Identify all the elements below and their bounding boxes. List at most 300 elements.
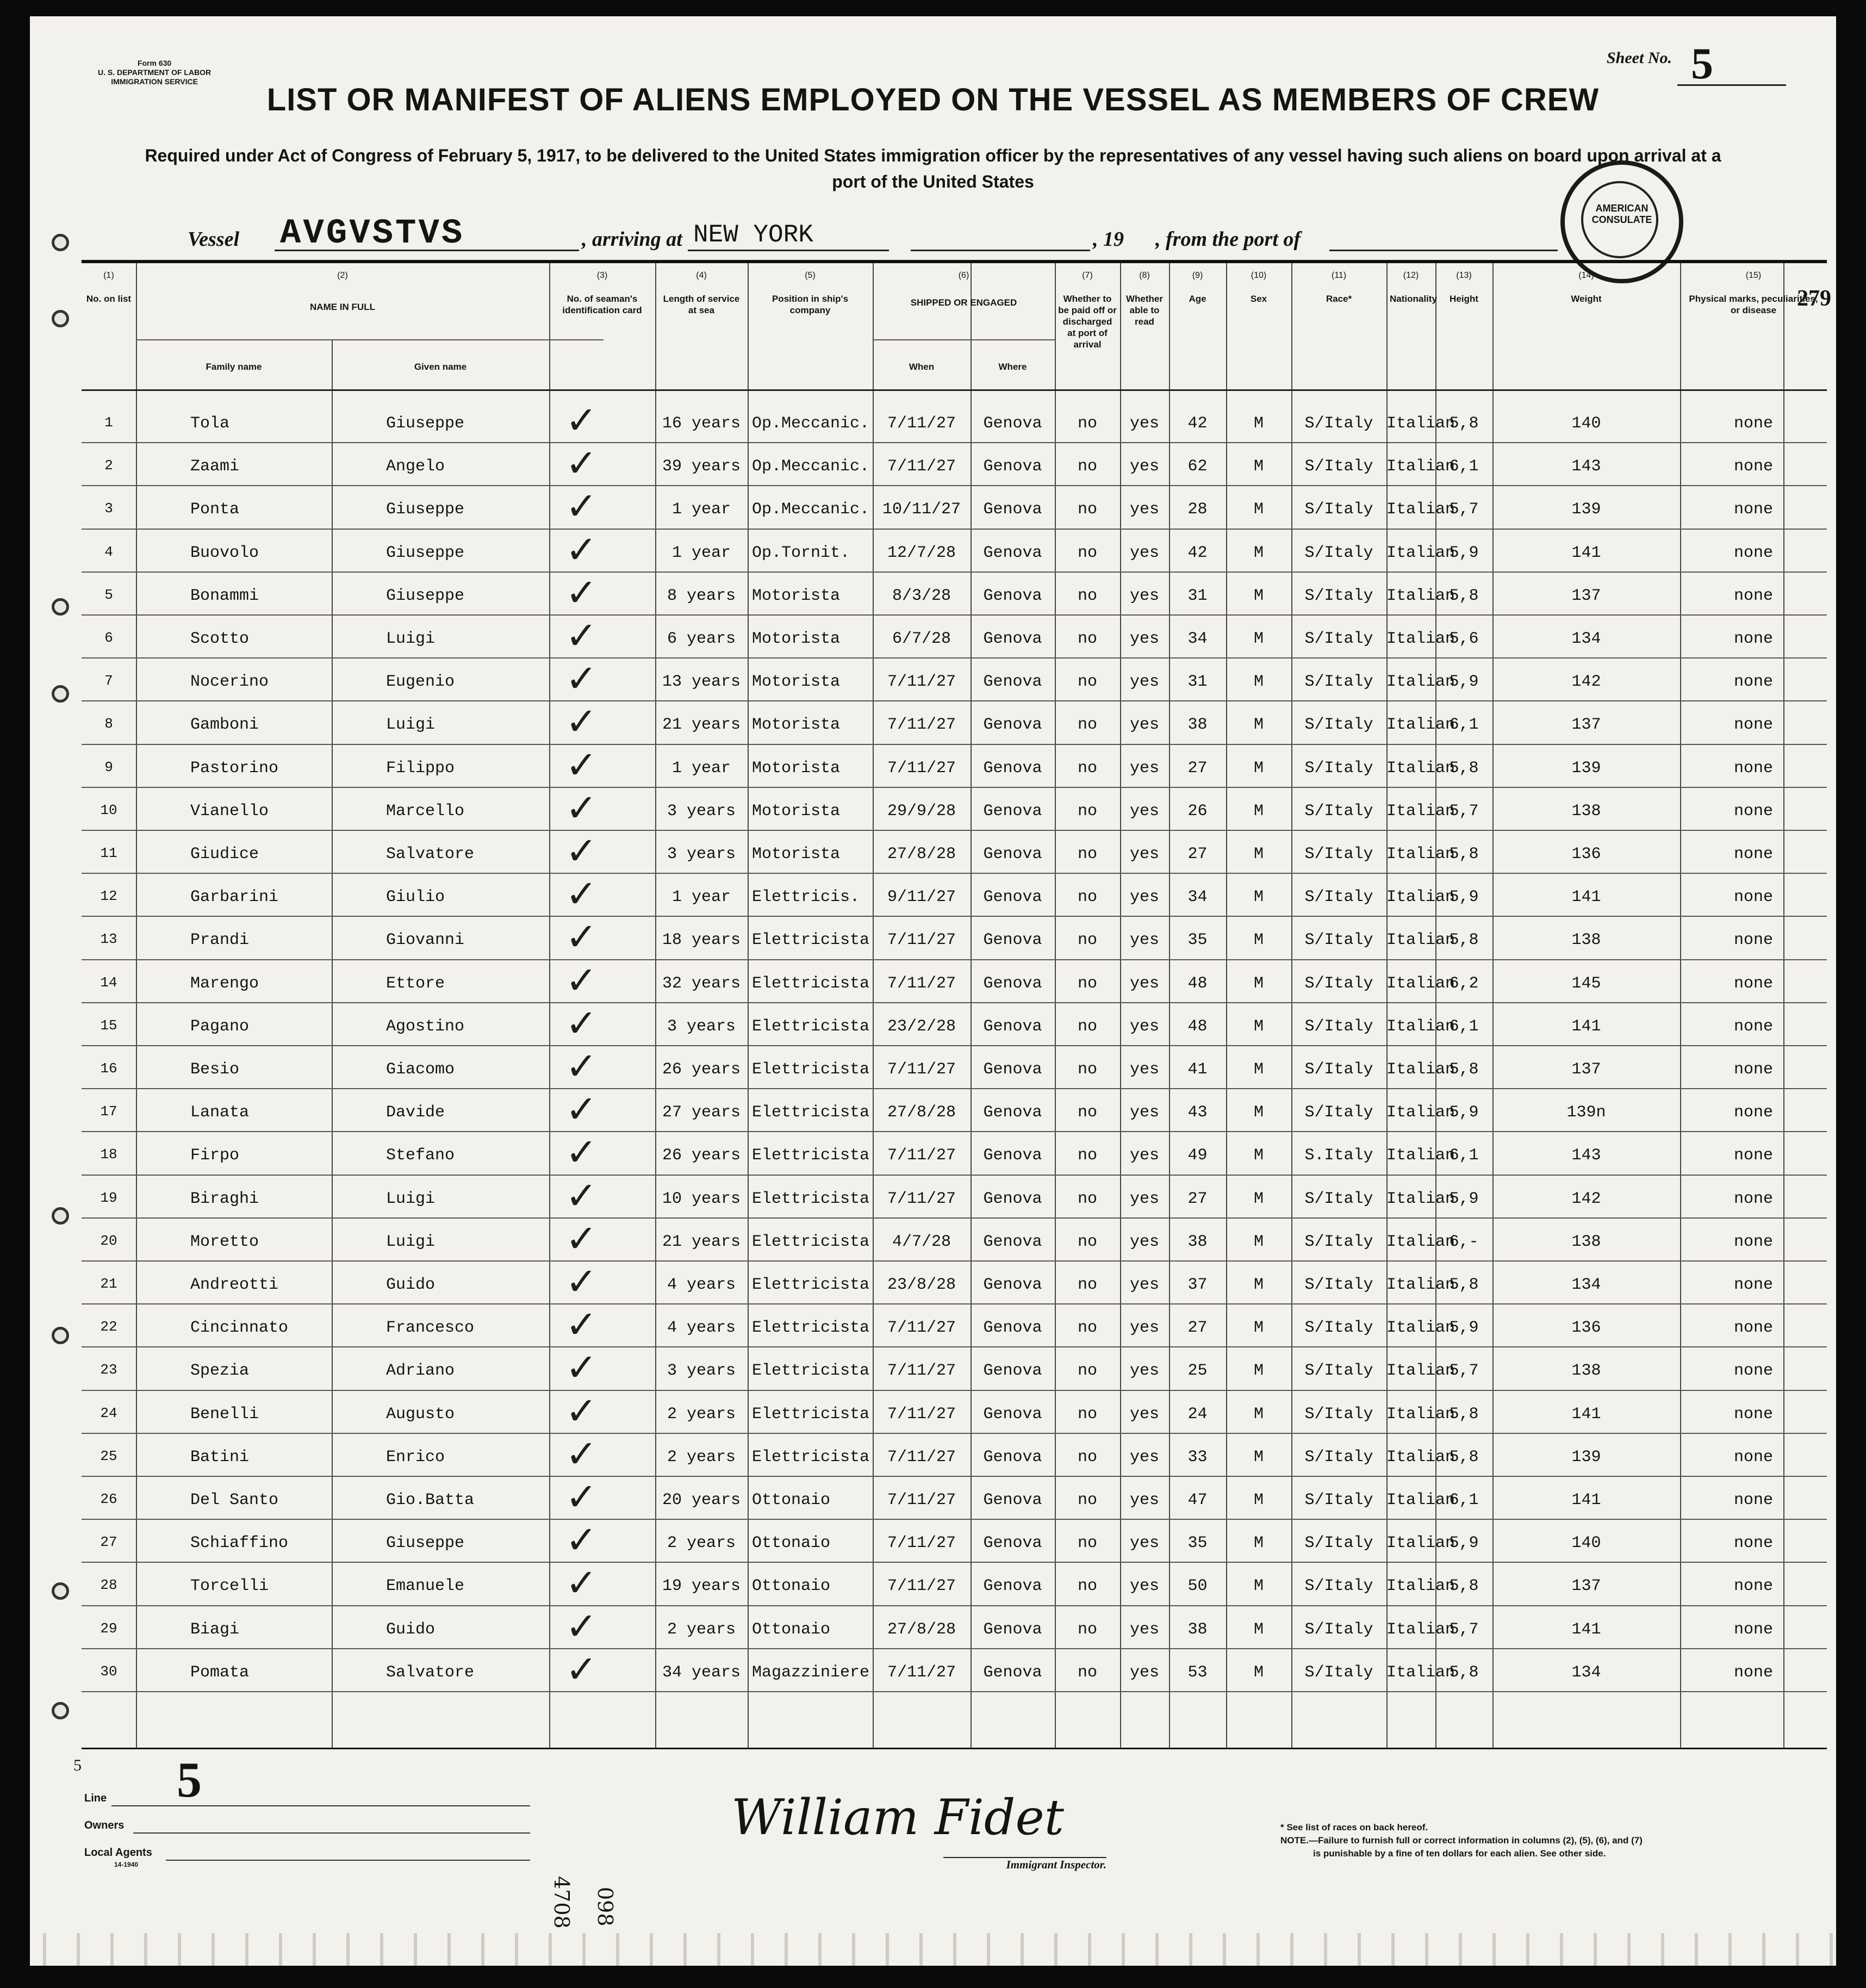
cell-position: Motorista xyxy=(752,802,841,821)
cell-service: 19 years xyxy=(662,1577,741,1595)
row-line xyxy=(82,1346,1827,1347)
cell-read: yes xyxy=(1129,1233,1159,1251)
cell-position: Elettricis. xyxy=(752,888,860,906)
column-header: SHIPPED OR ENGAGED xyxy=(910,297,1017,308)
cell-nationality: Italian xyxy=(1386,1577,1456,1595)
punch-hole xyxy=(52,310,69,327)
cell-given: Emanuele xyxy=(386,1577,465,1595)
cell-height: 5,8 xyxy=(1449,1276,1479,1294)
document-subtitle-2: port of the United States xyxy=(832,172,1034,191)
cell-paid: no xyxy=(1077,1103,1097,1122)
from-port-label: , from the port of xyxy=(1155,228,1301,251)
line-field xyxy=(111,1805,530,1806)
cell-sex: M xyxy=(1253,1319,1264,1337)
cell-position: Elettricista xyxy=(752,1190,870,1208)
cell-weight: 138 xyxy=(1571,1362,1601,1380)
cell-service: 39 years xyxy=(662,457,741,476)
cell-when: 27/8/28 xyxy=(887,1620,956,1639)
cell-no: 17 xyxy=(100,1103,117,1120)
form-department: U. S. DEPARTMENT OF LABOR xyxy=(98,68,212,77)
cell-height: 5,9 xyxy=(1449,1534,1479,1552)
cell-given: Giovanni xyxy=(386,931,465,949)
cell-service: 13 years xyxy=(662,673,741,691)
cell-age: 27 xyxy=(1187,1190,1208,1208)
cell-marks: none xyxy=(1733,845,1773,863)
cell-given: Giuseppe xyxy=(386,587,465,605)
cell-position: Elettricista xyxy=(752,1017,870,1036)
cell-sex: M xyxy=(1253,544,1264,562)
cell-marks: none xyxy=(1733,673,1773,691)
cell-paid: no xyxy=(1077,500,1097,519)
cell-no: 2 xyxy=(104,457,113,474)
name-subheader-line xyxy=(136,339,604,340)
cell-paid: no xyxy=(1077,1233,1097,1251)
column-header: Physical marks, peculiarities, or disease xyxy=(1689,294,1818,315)
cell-height: 6,1 xyxy=(1449,457,1479,476)
cell-service: 1 year xyxy=(671,500,731,519)
cell-nationality: Italian xyxy=(1386,1663,1456,1682)
column-header: Position in ship's company xyxy=(772,294,849,315)
cell-where: Genova xyxy=(983,630,1042,648)
cell-sex: M xyxy=(1253,500,1264,519)
cell-family: Spezia xyxy=(190,1362,250,1380)
cell-paid: no xyxy=(1077,457,1097,476)
cell-weight: 142 xyxy=(1571,673,1601,691)
cell-service: 1 year xyxy=(671,888,731,906)
cell-when: 7/11/27 xyxy=(887,716,956,734)
cell-nationality: Italian xyxy=(1386,1319,1456,1337)
sheet-label: Sheet No. xyxy=(1607,49,1672,67)
column-number: (5) xyxy=(805,271,816,280)
cell-race: S/Italy xyxy=(1304,1060,1373,1079)
cell-given: Salvatore xyxy=(386,1663,475,1682)
column-number: (1) xyxy=(103,271,114,280)
cell-sex: M xyxy=(1253,759,1264,778)
column-number: (15) xyxy=(1745,271,1762,280)
row-line xyxy=(82,442,1827,443)
cell-weight: 141 xyxy=(1571,1017,1601,1036)
cell-read: yes xyxy=(1129,1319,1159,1337)
cell-position: Ottonaio xyxy=(752,1491,831,1509)
cell-age: 25 xyxy=(1187,1362,1208,1380)
column-number: (4) xyxy=(696,271,707,280)
sheet-number: 5 xyxy=(1691,39,1713,88)
cell-marks: none xyxy=(1733,802,1773,821)
year-label: , 19 xyxy=(1093,228,1124,251)
cell-where: Genova xyxy=(983,587,1042,605)
cell-marks: none xyxy=(1733,1534,1773,1552)
cell-no: 11 xyxy=(100,845,117,861)
cell-position: Magazziniere xyxy=(752,1663,870,1682)
cell-sex: M xyxy=(1253,845,1264,863)
handwritten-number: 5 xyxy=(177,1752,202,1807)
cell-age: 35 xyxy=(1187,931,1208,949)
cell-nationality: Italian xyxy=(1386,587,1456,605)
cell-height: 5,8 xyxy=(1449,1448,1479,1467)
cell-height: 5,8 xyxy=(1449,1663,1479,1682)
cell-paid: no xyxy=(1077,845,1097,863)
cell-given: Luigi xyxy=(386,1233,436,1251)
cell-nationality: Italian xyxy=(1386,1060,1456,1079)
arriving-port: NEW YORK xyxy=(693,221,813,249)
cell-no: 18 xyxy=(100,1146,117,1163)
manifest-sheet xyxy=(30,16,1836,1939)
row-line xyxy=(82,529,1827,530)
cell-where: Genova xyxy=(983,1620,1042,1639)
cell-paid: no xyxy=(1077,587,1097,605)
cell-nationality: Italian xyxy=(1386,1103,1456,1122)
checkmark-icon: ✓ xyxy=(565,1432,598,1476)
column-header: Length of service at sea xyxy=(663,294,740,315)
cell-weight: 141 xyxy=(1571,1405,1601,1424)
cell-race: S/Italy xyxy=(1304,1534,1373,1552)
checkmark-icon: ✓ xyxy=(565,1259,598,1304)
checkmark-icon: ✓ xyxy=(565,829,598,873)
cell-height: 6,- xyxy=(1449,1233,1479,1251)
cell-read: yes xyxy=(1129,1577,1159,1595)
cell-family: Scotto xyxy=(190,630,250,648)
cell-nationality: Italian xyxy=(1386,759,1456,778)
cell-position: Elettricista xyxy=(752,1319,870,1337)
cell-where: Genova xyxy=(983,802,1042,821)
column-header: Height xyxy=(1450,294,1478,304)
column-header: Sex xyxy=(1250,294,1267,304)
cell-marks: none xyxy=(1733,1405,1773,1424)
cell-paid: no xyxy=(1077,1017,1097,1036)
row-line xyxy=(82,1260,1827,1262)
cell-read: yes xyxy=(1129,1491,1159,1509)
cell-family: Zaami xyxy=(190,457,240,476)
row-line xyxy=(82,657,1827,658)
punch-hole xyxy=(52,1327,69,1344)
cell-given: Eugenio xyxy=(386,673,455,691)
cell-weight: 141 xyxy=(1571,888,1601,906)
column-header: Whether to be paid off or discharged at port of arrival xyxy=(1058,294,1117,350)
edge-number: 4708 xyxy=(550,1876,574,1929)
cell-given: Luigi xyxy=(386,1190,436,1208)
cell-service: 34 years xyxy=(662,1663,741,1682)
cell-when: 23/2/28 xyxy=(887,1017,956,1036)
row-line xyxy=(82,959,1827,960)
cell-read: yes xyxy=(1129,1405,1159,1424)
checkmark-icon: ✓ xyxy=(565,1561,598,1605)
cell-service: 3 years xyxy=(667,845,736,863)
cell-no: 28 xyxy=(100,1577,117,1593)
cell-nationality: Italian xyxy=(1386,414,1456,433)
cell-when: 4/7/28 xyxy=(892,1233,951,1251)
cell-nationality: Italian xyxy=(1386,1017,1456,1036)
cell-given: Davide xyxy=(386,1103,445,1122)
cell-sex: M xyxy=(1253,1362,1264,1380)
cell-position: Op.Meccanic. xyxy=(752,500,870,519)
cell-paid: no xyxy=(1077,673,1097,691)
cell-read: yes xyxy=(1129,1276,1159,1294)
cell-family: Vianello xyxy=(190,802,269,821)
cell-no: 3 xyxy=(104,500,113,517)
from-port-underline xyxy=(1329,250,1558,251)
column-subheader: When xyxy=(909,362,935,372)
cell-height: 5,7 xyxy=(1449,1620,1479,1639)
cell-nationality: Italian xyxy=(1386,1491,1456,1509)
cell-marks: none xyxy=(1733,1060,1773,1079)
row-line xyxy=(82,1519,1827,1520)
cell-service: 6 years xyxy=(667,630,736,648)
cell-sex: M xyxy=(1253,1017,1264,1036)
cell-marks: none xyxy=(1733,457,1773,476)
cell-weight: 141 xyxy=(1571,1491,1601,1509)
cell-read: yes xyxy=(1129,457,1159,476)
cell-race: S/Italy xyxy=(1304,888,1373,906)
cell-paid: no xyxy=(1077,1146,1097,1165)
cell-read: yes xyxy=(1129,1448,1159,1467)
inspector-label: Immigrant Inspector. xyxy=(943,1857,1106,1872)
cell-age: 49 xyxy=(1187,1146,1208,1165)
cell-sex: M xyxy=(1253,1534,1264,1552)
column-number: (3) xyxy=(596,271,608,280)
cell-height: 5,9 xyxy=(1449,1103,1479,1122)
cell-paid: no xyxy=(1077,544,1097,562)
cell-weight: 141 xyxy=(1571,544,1601,562)
vessel-name: AVGVSTVS xyxy=(280,214,465,253)
cell-where: Genova xyxy=(983,1190,1042,1208)
cell-position: Elettricista xyxy=(752,1362,870,1380)
punch-hole xyxy=(52,598,69,616)
cell-race: S/Italy xyxy=(1304,1233,1373,1251)
cell-where: Genova xyxy=(983,974,1042,993)
cell-given: Angelo xyxy=(386,457,445,476)
cell-no: 29 xyxy=(100,1620,117,1637)
cell-family: Batini xyxy=(190,1448,250,1467)
cell-marks: none xyxy=(1733,1017,1773,1036)
cell-no: 22 xyxy=(100,1319,117,1335)
cell-age: 27 xyxy=(1187,845,1208,863)
cell-sex: M xyxy=(1253,1276,1264,1294)
cell-marks: none xyxy=(1733,414,1773,433)
cell-height: 5,8 xyxy=(1449,759,1479,778)
cell-marks: none xyxy=(1733,1190,1773,1208)
cell-race: S/Italy xyxy=(1304,587,1373,605)
cell-nationality: Italian xyxy=(1386,630,1456,648)
column-subheader: Given name xyxy=(414,362,467,372)
cell-age: 43 xyxy=(1187,1103,1208,1122)
cell-family: Benelli xyxy=(190,1405,259,1424)
cell-family: Prandi xyxy=(190,931,250,949)
cell-position: Motorista xyxy=(752,716,841,734)
row-line xyxy=(82,1605,1827,1606)
cell-race: S/Italy xyxy=(1304,845,1373,863)
cell-family: Pastorino xyxy=(190,759,279,778)
cell-weight: 143 xyxy=(1571,457,1601,476)
cell-service: 21 years xyxy=(662,716,741,734)
cell-marks: none xyxy=(1733,759,1773,778)
cell-weight: 138 xyxy=(1571,1233,1601,1251)
cell-position: Motorista xyxy=(752,630,841,648)
cell-read: yes xyxy=(1129,759,1159,778)
cell-no: 4 xyxy=(104,544,113,560)
form-code: 14-1940 xyxy=(114,1861,139,1868)
cell-age: 24 xyxy=(1187,1405,1208,1424)
cell-weight: 137 xyxy=(1571,1577,1601,1595)
cell-marks: none xyxy=(1733,500,1773,519)
column-header: Whether able to read xyxy=(1126,294,1163,327)
cell-paid: no xyxy=(1077,759,1097,778)
cell-read: yes xyxy=(1129,414,1159,433)
cell-race: S/Italy xyxy=(1304,1620,1373,1639)
column-number: (10) xyxy=(1251,271,1267,280)
cell-race: S/Italy xyxy=(1304,1103,1373,1122)
cell-service: 26 years xyxy=(662,1146,741,1165)
cell-paid: no xyxy=(1077,1620,1097,1639)
cell-position: Motorista xyxy=(752,587,841,605)
cell-height: 5,9 xyxy=(1449,888,1479,906)
cell-read: yes xyxy=(1129,587,1159,605)
cell-service: 8 years xyxy=(667,587,736,605)
checkmark-icon: ✓ xyxy=(565,1604,598,1649)
cell-when: 7/11/27 xyxy=(887,1491,956,1509)
cell-age: 27 xyxy=(1187,759,1208,778)
column-divider xyxy=(332,339,333,1748)
cell-nationality: Italian xyxy=(1386,845,1456,863)
cell-given: Ettore xyxy=(386,974,445,993)
cell-age: 28 xyxy=(1187,500,1208,519)
cell-height: 6,1 xyxy=(1449,1491,1479,1509)
cell-height: 6,2 xyxy=(1449,974,1479,993)
cell-where: Genova xyxy=(983,1276,1042,1294)
column-header: No. of seaman's identification card xyxy=(562,294,642,315)
cell-no: 19 xyxy=(100,1190,117,1206)
cell-family: Biraghi xyxy=(190,1190,259,1208)
row-line xyxy=(82,916,1827,917)
cell-weight: 142 xyxy=(1571,1190,1601,1208)
cell-sex: M xyxy=(1253,457,1264,476)
checkmark-icon: ✓ xyxy=(565,743,598,787)
cell-no: 13 xyxy=(100,931,117,947)
cell-when: 7/11/27 xyxy=(887,1577,956,1595)
cell-where: Genova xyxy=(983,1233,1042,1251)
checkmark-icon: ✓ xyxy=(565,656,598,701)
cell-nationality: Italian xyxy=(1386,1620,1456,1639)
cell-race: S/Italy xyxy=(1304,931,1373,949)
cell-nationality: Italian xyxy=(1386,1448,1456,1467)
checkmark-icon: ✓ xyxy=(565,1087,598,1132)
cell-service: 3 years xyxy=(667,1362,736,1380)
cell-where: Genova xyxy=(983,1663,1042,1682)
agents-field xyxy=(166,1860,530,1861)
cell-no: 23 xyxy=(100,1362,117,1378)
cell-paid: no xyxy=(1077,974,1097,993)
checkmark-icon: ✓ xyxy=(565,398,598,443)
cell-height: 5,9 xyxy=(1449,673,1479,691)
cell-sex: M xyxy=(1253,587,1264,605)
cell-paid: no xyxy=(1077,1362,1097,1380)
cell-read: yes xyxy=(1129,1620,1159,1639)
cell-weight: 139 xyxy=(1571,1448,1601,1467)
cell-where: Genova xyxy=(983,1448,1042,1467)
cell-given: Giuseppe xyxy=(386,1534,465,1552)
cell-family: Tola xyxy=(190,414,230,433)
cell-weight: 136 xyxy=(1571,1319,1601,1337)
cell-age: 38 xyxy=(1187,1233,1208,1251)
cell-weight: 141 xyxy=(1571,1620,1601,1639)
row-line xyxy=(82,1691,1827,1692)
cell-race: S/Italy xyxy=(1304,1190,1373,1208)
cell-sex: M xyxy=(1253,802,1264,821)
cell-where: Genova xyxy=(983,1319,1042,1337)
cell-position: Elettricista xyxy=(752,1233,870,1251)
cell-race: S/Italy xyxy=(1304,1362,1373,1380)
cell-service: 27 years xyxy=(662,1103,741,1122)
cell-when: 7/11/27 xyxy=(887,1448,956,1467)
checkmark-icon: ✓ xyxy=(565,1001,598,1046)
cell-position: Elettricista xyxy=(752,1060,870,1079)
cell-when: 27/8/28 xyxy=(887,845,956,863)
cell-nationality: Italian xyxy=(1386,1146,1456,1165)
cell-no: 30 xyxy=(100,1663,117,1680)
cell-read: yes xyxy=(1129,1060,1159,1079)
cell-race: S/Italy xyxy=(1304,716,1373,734)
cell-family: Pagano xyxy=(190,1017,250,1036)
punch-hole xyxy=(52,1702,69,1719)
cell-race: S/Italy xyxy=(1304,414,1373,433)
cell-height: 5,8 xyxy=(1449,414,1479,433)
cell-family: Bonammi xyxy=(190,587,259,605)
cell-where: Genova xyxy=(983,1362,1042,1380)
cell-race: S/Italy xyxy=(1304,630,1373,648)
row-line xyxy=(82,571,1827,573)
cell-age: 62 xyxy=(1187,457,1208,476)
cell-paid: no xyxy=(1077,1577,1097,1595)
cell-race: S.Italy xyxy=(1304,1146,1373,1165)
cell-race: S/Italy xyxy=(1304,1663,1373,1682)
cell-no: 20 xyxy=(100,1233,117,1249)
cell-sex: M xyxy=(1253,974,1264,993)
cell-no: 26 xyxy=(100,1491,117,1507)
cell-no: 21 xyxy=(100,1276,117,1292)
cell-when: 23/8/28 xyxy=(887,1276,956,1294)
inspector-signature: William Fidet xyxy=(731,1789,1064,1846)
cell-age: 42 xyxy=(1187,544,1208,562)
cell-age: 35 xyxy=(1187,1534,1208,1552)
cell-where: Genova xyxy=(983,457,1042,476)
cell-sex: M xyxy=(1253,673,1264,691)
cell-sex: M xyxy=(1253,1190,1264,1208)
cell-where: Genova xyxy=(983,500,1042,519)
row-line xyxy=(82,700,1827,701)
cell-weight: 136 xyxy=(1571,845,1601,863)
checkmark-icon: ✓ xyxy=(565,441,598,486)
cell-when: 7/11/27 xyxy=(887,1663,956,1682)
cell-age: 31 xyxy=(1187,587,1208,605)
cell-position: Elettricista xyxy=(752,1448,870,1467)
cell-read: yes xyxy=(1129,716,1159,734)
checkmark-icon: ✓ xyxy=(565,484,598,529)
cell-race: S/Italy xyxy=(1304,673,1373,691)
cell-weight: 138 xyxy=(1571,802,1601,821)
cell-given: Guido xyxy=(386,1276,436,1294)
cell-position: Elettricista xyxy=(752,974,870,993)
cell-height: 5,8 xyxy=(1449,931,1479,949)
cell-service: 20 years xyxy=(662,1491,741,1509)
cell-read: yes xyxy=(1129,845,1159,863)
cell-where: Genova xyxy=(983,414,1042,433)
cell-age: 38 xyxy=(1187,1620,1208,1639)
cell-age: 34 xyxy=(1187,630,1208,648)
cell-height: 5,6 xyxy=(1449,630,1479,648)
cell-read: yes xyxy=(1129,1017,1159,1036)
cell-age: 48 xyxy=(1187,1017,1208,1036)
checkmark-icon: ✓ xyxy=(565,958,598,1003)
cell-read: yes xyxy=(1129,931,1159,949)
